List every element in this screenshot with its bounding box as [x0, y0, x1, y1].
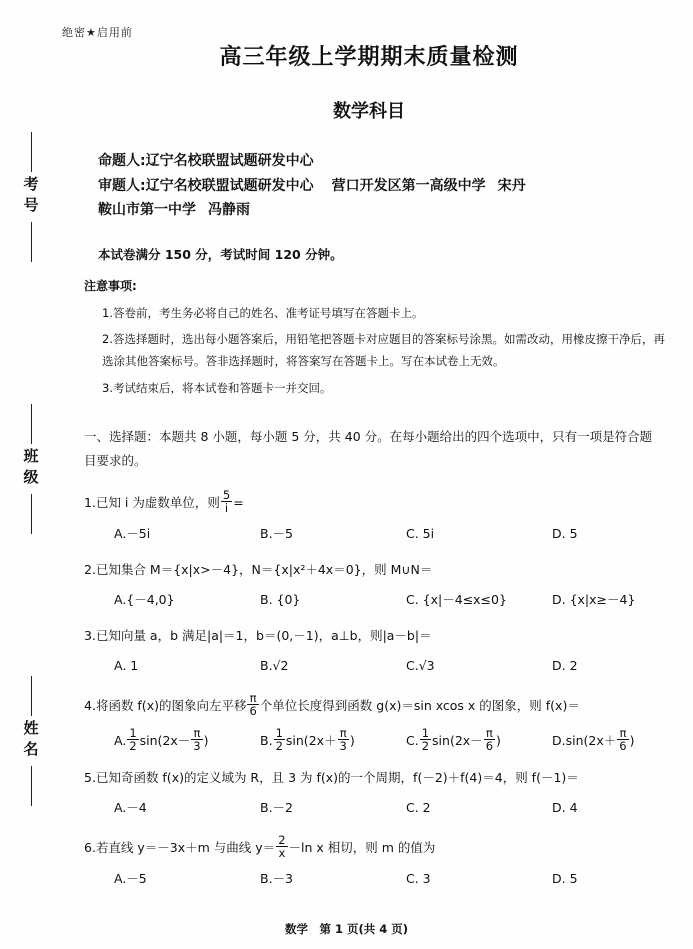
page-footer: 数学 第 1 页(共 4 页) — [284, 922, 409, 936]
fraction-denominator: x — [276, 846, 287, 859]
question-6-fraction — [276, 834, 287, 859]
option-b[interactable]: B.－3 — [260, 871, 294, 887]
fraction-numerator: 2 — [278, 833, 286, 848]
question-6-number: 6. — [84, 839, 96, 855]
option-c[interactable]: C. 5i — [406, 525, 435, 541]
option-b[interactable]: B. {0} — [260, 591, 301, 607]
question-2-options — [114, 590, 676, 610]
option-d[interactable]: D. 4 — [552, 800, 578, 816]
section-heading: 一、选择题：本题共 8 小题，每小题 5 分，共 40 分。在每小题给出的四个选项中，只有一项是符合题目要求的。 — [84, 429, 653, 468]
notice-item-3: 3.考试结束后，将本试卷和答题卡一并交回。 — [102, 380, 332, 395]
rule-top — [31, 132, 32, 172]
exam-info: 本试卷满分 150 分，考试时间 120 分钟。 — [98, 246, 343, 262]
option-c[interactable]: C. 3 — [406, 871, 431, 887]
question-2-stem — [84, 560, 676, 580]
reviewer-school-2: 鞍山市第一中学 — [98, 202, 196, 218]
question-6-stem — [84, 834, 676, 859]
secret-mark: 绝密★启用前 — [62, 26, 133, 39]
side-label-exam-number-text: 考号 — [21, 176, 40, 218]
reviewer-value: 辽宁名校联盟试题研发中心 — [145, 177, 314, 194]
option-c[interactable]: C. 2 — [406, 800, 431, 816]
option-a[interactable]: A.－4 — [114, 800, 147, 816]
reviewer-person-1: 宋丹 — [497, 177, 526, 194]
option-b[interactable]: B. $\frac{1}{2}$ sin(2x＋ $\frac{\pi}{3}$ ) — [260, 725, 355, 753]
document-content — [62, 0, 676, 889]
rule-top — [31, 676, 32, 716]
question-4-options — [114, 727, 676, 752]
option-a[interactable]: A.－5 — [114, 871, 147, 887]
option-d-label: D. — [552, 732, 566, 748]
reviewer-school-1: 营口开发区第一高级中学 — [331, 177, 486, 194]
rule-bottom — [31, 222, 32, 262]
proposer-value: 辽宁名校联盟试题研发中心 — [145, 153, 314, 169]
side-label-class — [14, 400, 48, 538]
question-3 — [84, 626, 676, 676]
fraction-numerator: 5 — [222, 487, 231, 502]
rule-bottom — [31, 494, 32, 534]
question-5-text: 已知奇函数 f(x)的定义域为 R，且 3 为 f(x)的一个周期，f(－2)＋f(4)＝4，则 f(－1)＝ — [95, 770, 579, 786]
option-c-label: C. — [406, 732, 419, 748]
option-d[interactable]: D. {x|x≥－4} — [552, 591, 636, 607]
question-1-options — [114, 524, 676, 544]
option-a[interactable]: A.－5i — [114, 525, 151, 541]
question-5-options — [114, 798, 676, 818]
question-1-stem — [84, 489, 676, 514]
question-4-fraction — [247, 692, 258, 717]
question-6-suffix: －ln x 相切，则 m 的值为 — [288, 839, 436, 855]
question-4-text: 将函数 f(x)的图象向左平移 — [95, 697, 247, 713]
notice-title: 注意事项: — [84, 278, 137, 293]
side-label-exam-number — [14, 128, 48, 266]
option-c-coefficient: $\frac{1}{2}$ — [421, 725, 430, 753]
option-b[interactable]: B.√2 — [260, 657, 289, 673]
proposer-label: 命题人: — [98, 153, 146, 169]
question-3-number: 3. — [84, 627, 96, 643]
option-d[interactable]: D.sin(2x＋ $\frac{\pi}{6}$ ) — [552, 725, 635, 753]
question-3-options — [114, 656, 676, 676]
question-3-stem — [84, 626, 676, 646]
option-d[interactable]: D. 2 — [552, 657, 578, 673]
reviewer-person-2: 冯静雨 — [208, 202, 250, 218]
side-label-class-text: 班级 — [21, 448, 40, 490]
question-5 — [84, 768, 676, 818]
question-3-text: 已知向量 a，b 满足|a|＝1，b＝(0,－1)，a⊥b，则|a－b|＝ — [95, 627, 432, 643]
rule-top — [31, 404, 32, 444]
option-d[interactable]: D. 5 — [552, 871, 578, 887]
question-4-number: 4. — [84, 697, 96, 713]
option-b-coefficient: $\frac{1}{2}$ — [275, 725, 283, 753]
question-1-number: 1. — [84, 494, 96, 510]
side-label-name — [14, 672, 48, 810]
question-5-stem — [84, 768, 676, 788]
question-1-fraction — [221, 489, 232, 514]
option-b[interactable]: B.－5 — [260, 525, 294, 541]
notice-item-2: 2.答选择题时，选出每小题答案后，用铅笔把答题卡对应题目的答案标号涂黑。如需改动，用橡皮擦干净后，再选涂其他答案标号。答非选择题时，将答案写在答题卡上。写在本试卷上无效。 — [102, 331, 665, 369]
question-6-text: 若直线 y＝－3x＋m 与曲线 y＝ — [95, 839, 276, 855]
reviewer-label: 审题人: — [98, 177, 146, 194]
option-a-coefficient: $\frac{1}{2}$ — [129, 725, 137, 753]
reviewer-line-2 — [98, 198, 676, 223]
option-c[interactable]: C. $\frac{1}{2}$ sin(2x－ $\frac{\pi}{6}$ ) — [406, 725, 501, 753]
question-6-options — [114, 869, 676, 889]
credits-block — [98, 149, 676, 223]
question-6 — [84, 834, 676, 889]
question-4-stem — [84, 692, 676, 717]
question-1-suffix: = — [233, 494, 244, 510]
question-5-number: 5. — [84, 770, 96, 786]
rule-bottom — [31, 766, 32, 806]
option-b-label: B. — [260, 732, 273, 748]
notice-list — [102, 302, 676, 400]
fraction-denominator: i — [221, 501, 232, 514]
option-a[interactable]: A. 1 — [114, 657, 139, 673]
option-b[interactable]: B.－2 — [260, 800, 294, 816]
option-c[interactable]: C.√3 — [406, 657, 435, 673]
option-a-label: A. — [114, 732, 127, 748]
question-4 — [84, 692, 676, 752]
question-1 — [84, 489, 676, 544]
option-a[interactable]: A.{－4,0} — [114, 591, 175, 607]
side-margin-labels — [0, 0, 62, 949]
option-a[interactable]: A. $\frac{1}{2}$ sin(2x－ $\frac{\pi}{3}$ ) — [114, 725, 209, 753]
page-title: 高三年级上学期期末质量检测 — [219, 45, 519, 70]
question-1-text: 已知 i 为虚数单位，则 — [95, 494, 220, 510]
option-d[interactable]: D. 5 — [552, 525, 578, 541]
fraction-denominator: 6 — [249, 703, 257, 718]
question-2-text: 已知集合 M＝{x|x>－4}，N＝{x|x²＋4x＝0}，则 M∪N＝ — [95, 561, 433, 577]
option-c[interactable]: C. {x|－4≤x≤0} — [406, 591, 507, 607]
question-2-number: 2. — [84, 561, 96, 577]
question-2 — [84, 560, 676, 610]
side-label-name-text: 姓名 — [21, 720, 40, 762]
reviewer-line-1 — [98, 174, 676, 199]
question-4-suffix: 个单位长度得到函数 g(x)＝sin xcos x 的图象，则 f(x)＝ — [259, 697, 580, 713]
proposer-line — [98, 149, 676, 174]
notice-item-1: 1.答卷前，考生务必将自己的姓名、准考证号填写在答题卡上。 — [102, 305, 424, 320]
fraction-numerator: π — [249, 690, 257, 705]
subject-title: 数学科目 — [333, 101, 405, 122]
